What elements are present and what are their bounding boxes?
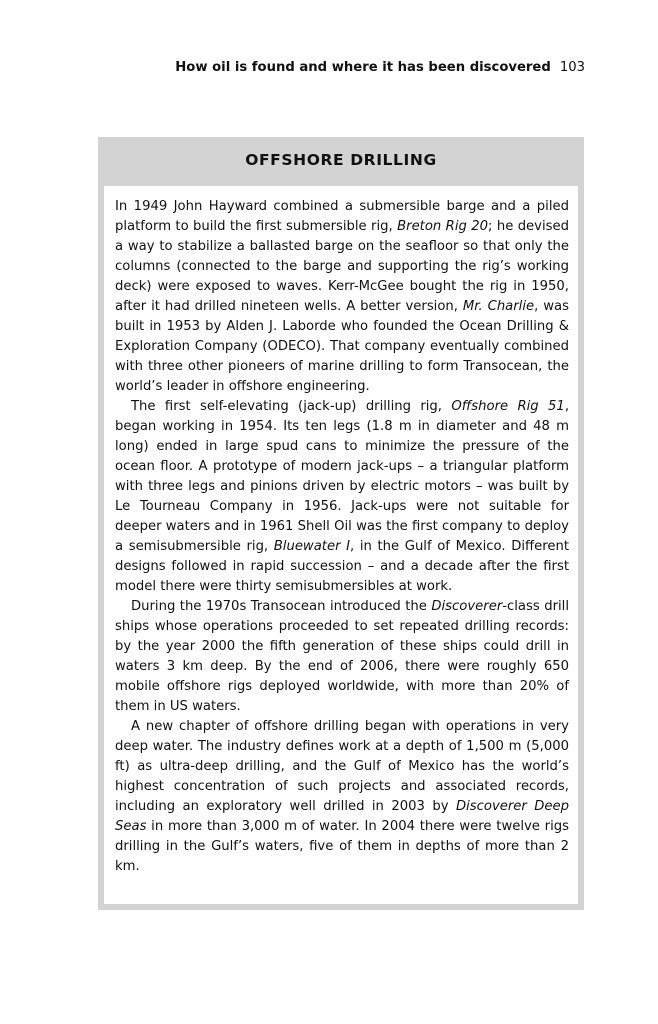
page-number: 103 (559, 60, 585, 75)
italic-title: Discoverer (431, 599, 503, 614)
box-body (104, 186, 578, 904)
running-head (175, 60, 585, 75)
text-run: , in the Gulf of Mexico. Different designs followed in rapid succession – and a decade after the first model there were thirty semisubmersibles at work. (115, 539, 569, 594)
italic-title: Breton Rig 20 (397, 219, 489, 234)
italic-title: Offshore Rig 51 (451, 399, 565, 414)
text-run: A new chapter of offshore drilling began with operations in very deep water. The industry defines work at a depth of 1,500 m (5,000 ft) as ultra-deep drilling, and the Gulf of Mexico has the world’s highest concentration of such projects and associated records, including an exploratory well drilled in 2003 by (115, 719, 569, 814)
text-run: ; he devised a way to stabilize a ballasted barge on the seafloor so that only the columns (connected to the barge and supporting the rig’s working deck) were exposed to waves. Kerr-McGee bought the rig in 1950, after it had drilled nineteen wells. A better version, (115, 219, 569, 314)
box-title: OFFSHORE DRILLING (245, 151, 437, 169)
text-run: In 1949 John Hayward combined a submersible barge and a piled platform to build the first submersible rig, (115, 199, 569, 234)
text-run: in more than 3,000 m of water. In 2004 there were twelve rigs drilling in the Gulf’s waters, five of them in depths of more than 2 km. (115, 819, 569, 874)
paragraph-2 (115, 397, 569, 597)
text-run: The first self-elevating (jack-up) drilling rig, (131, 399, 452, 414)
paragraph-3 (115, 597, 569, 717)
italic-title: Discoverer Deep Seas (115, 799, 570, 834)
running-title: How oil is found and where it has been discovered (175, 60, 551, 75)
text-run: -class drill ships whose operations proceeded to set repeated drilling records: by the year 2000 the fifth generation of these ships could drill in waters 3 km deep. By the end of 2006, there were roughly 650 mobile offshore rigs deployed worldwide, with more than 20% of them in US waters. (115, 599, 569, 714)
text-run: , was built in 1953 by Alden J. Laborde who founded the Ocean Drilling & Exploration Company (ODECO). That company eventually combined with three other pioneers of marine drilling to form Transocean, the world’s leader in offshore engineering. (115, 299, 570, 394)
paragraph-4 (115, 717, 569, 877)
italic-title: Bluewater I (273, 539, 351, 554)
italic-title: Mr. Charlie (462, 299, 535, 314)
text-run: , began working in 1954. Its ten legs (1.8 m in diameter and 48 m long) ended in large spud cans to minimize the pressure of the ocean floor. A prototype of modern jack-ups – a triangular platform with three legs and pinions driven by electric motors – was built by Le Tourneau Company in 1956. Jack-ups were not suitable for deeper waters and in 1961 Shell Oil was the first company to deploy a semisubmersible rig, (115, 399, 570, 554)
paragraph-1 (115, 197, 569, 397)
text-run: During the 1970s Transocean introduced the (131, 599, 432, 614)
